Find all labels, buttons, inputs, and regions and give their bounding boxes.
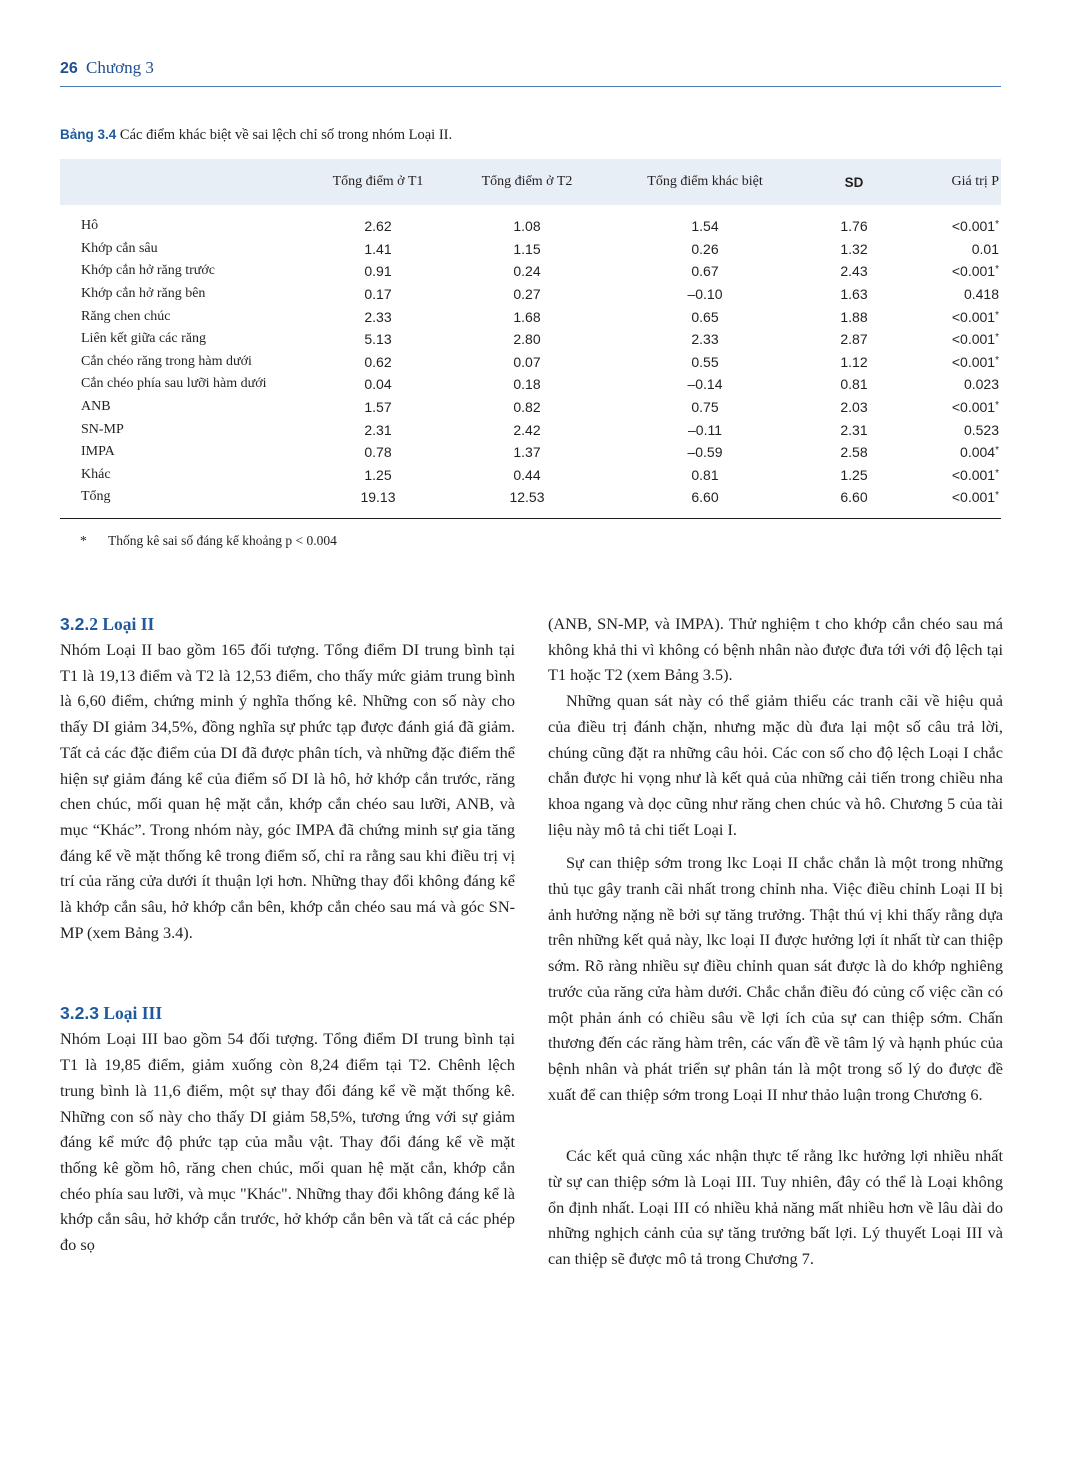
cell-p: <0.001* [951, 331, 999, 348]
results-table [60, 159, 1001, 523]
cell-t1: 1.41 [364, 240, 392, 257]
table-row [60, 205, 1001, 238]
table-header-row [60, 159, 1001, 205]
row-label: Khớp cắn hở răng trước [81, 263, 215, 279]
cell-t1: 0.04 [364, 376, 392, 393]
table-row [60, 464, 1001, 487]
right-column [548, 611, 1003, 1272]
row-label: IMPA [81, 444, 115, 460]
cell-t2: 2.80 [513, 331, 541, 348]
row-label: Khớp cắn hở răng bên [81, 286, 206, 302]
significance-mark: * [995, 467, 999, 479]
row-label: Khớp cắn sâu [81, 240, 158, 256]
cell-p: 0.023 [963, 376, 999, 393]
cell-t2: 1.15 [513, 240, 541, 257]
column-header: Tổng điểm ở T2 [481, 174, 573, 189]
cell-p: <0.001* [951, 218, 999, 235]
table-footnote [80, 533, 337, 549]
row-label: Răng chen chúc [81, 308, 171, 324]
cell-t2: 0.18 [513, 376, 541, 393]
table-row [60, 373, 1001, 396]
cell-p: 0.004* [960, 444, 999, 461]
cell-sd: 0.81 [840, 376, 868, 393]
cell-p: <0.001* [951, 308, 999, 325]
cell-t1: 19.13 [360, 489, 396, 506]
cell-diff: 6.60 [691, 489, 719, 506]
cell-p: <0.001* [951, 353, 999, 370]
footnote-mark: * [80, 533, 87, 548]
cell-sd: 1.63 [840, 286, 868, 303]
table-row [60, 441, 1001, 464]
cell-sd: 2.31 [840, 421, 868, 438]
paragraph: Các kết quả cũng xác nhận thực tế rằng lkc hưởng lợi nhiều nhất từ sự can thiệp sớm là Loại III. Tuy nhiên, đây có thể là Loại không ổn định nhất. Loại III có nhiều khả năng mất nhiều hơn về lâu dài do những nghịch cảnh của sự tăng trưởng bất lợi. Lý thuyết Loại III và can thiệp sẽ được mô tả trong Chương 7. [548, 1146, 1003, 1269]
cell-sd: 2.43 [840, 263, 868, 280]
section-heading-3-2-3: 3.2.3 Loại III [60, 1003, 163, 1024]
cell-sd: 1.76 [840, 218, 868, 235]
table-row [60, 328, 1001, 351]
cell-sd: 2.58 [840, 444, 868, 461]
table-caption-text: Các điểm khác biệt về sai lệch chỉ số trong nhóm Loại II. [116, 127, 453, 143]
cell-t2: 0.82 [513, 399, 541, 416]
cell-t1: 1.57 [364, 399, 392, 416]
cell-t2: 1.08 [513, 218, 541, 235]
cell-t2: 1.68 [513, 308, 541, 325]
row-label: Khác [81, 466, 111, 482]
table-caption-label: Bảng 3.4 [60, 127, 117, 142]
significance-mark: * [995, 332, 999, 344]
cell-sd: 6.60 [840, 489, 868, 506]
cell-t1: 5.13 [364, 331, 392, 348]
cell-sd: 1.88 [840, 308, 868, 325]
cell-t2: 2.42 [513, 421, 541, 438]
row-label: Tổng [81, 489, 111, 505]
cell-p: 0.01 [971, 240, 999, 257]
section-heading-3-2-2: 3.2.2 Loại II [60, 614, 155, 634]
significance-mark: * [995, 400, 999, 412]
cell-p: 0.523 [963, 421, 999, 438]
page-header [60, 58, 1001, 87]
table-bottom-rule [60, 518, 1001, 519]
table-row [60, 238, 1001, 261]
cell-sd: 1.32 [840, 240, 868, 257]
significance-mark: * [995, 309, 999, 321]
significance-mark: * [995, 445, 999, 457]
row-label: Cắn chéo răng trong hàm dưới [81, 353, 252, 369]
footnote-text: Thống kê sai số đáng kể khoảng p < 0.004 [108, 533, 337, 548]
cell-t1: 0.62 [364, 353, 392, 370]
cell-t1: 0.91 [364, 263, 392, 280]
cell-t2: 0.44 [513, 466, 541, 483]
cell-diff: –0.14 [687, 376, 723, 393]
paragraph: Sự can thiệp sớm trong lkc Loại II chắc chắn là một trong những thủ tục gây tranh cãi nhất trong chỉnh nha. Việc điều chỉnh Loại II bị ảnh hưởng nặng nề bởi sự tăng trưởng. Thật thú vị khi thấy rằng dựa trên những kết quả này, lkc loại II được hưởng lợi ít nhất từ can thiệp sớm. Rõ ràng nhiều sự điều chỉnh quan sát được là do khớp nghiêng trước của răng cửa hàm dưới. Chắc chắn điều đó củng cố việc cần có một phản ánh có chiều sâu về lợi ích của sự can thiệp sớm. Chấn thương đến các răng hàm trên, các vấn đề về tâm lý và hạnh phúc của bệnh nhân và phát triển sự phân tán là một trong số lý do được đề xuất để can thiệp sớm trong Loại II như thảo luận trong Chương 6. [548, 853, 1003, 1104]
table-row [60, 351, 1001, 374]
cell-t1: 2.62 [364, 218, 392, 235]
column-header: SD [844, 174, 864, 190]
chapter-title: Chương 3 [86, 58, 154, 77]
cell-p: <0.001* [951, 263, 999, 280]
paragraph: Những quan sát này có thể giảm thiểu các tranh cãi về hiệu quả của điều trị đánh chặn, nhưng mặc dù đưa lại một số câu trả lời, chúng cũng đặt ra những câu hỏi. Các con số cho độ lệch Loại I chắc chắn được hi vọng như là kết quả của những cải tiến trong chiều nha khoa ngang và dọc cũng như răng chen chúc và hô. Chương 5 của tài liệu này mô tả chi tiết Loại I. [548, 691, 1003, 839]
cell-p: <0.001* [951, 466, 999, 483]
column-header: Tổng điểm ở T1 [332, 174, 424, 189]
cell-sd: 2.87 [840, 331, 868, 348]
row-label: Hô [81, 218, 99, 234]
cell-diff: 2.33 [691, 331, 719, 348]
significance-mark: * [995, 264, 999, 276]
cell-t1: 0.78 [364, 444, 392, 461]
cell-diff: 1.54 [691, 218, 719, 235]
significance-mark: * [995, 490, 999, 502]
row-label: SN-MP [81, 421, 124, 437]
cell-diff: –0.11 [688, 421, 722, 438]
column-header [60, 159, 298, 205]
cell-sd: 2.03 [840, 399, 868, 416]
cell-diff: 0.26 [691, 240, 719, 257]
column-header: Giá trị P [951, 174, 999, 189]
cell-sd: 1.12 [840, 353, 868, 370]
cell-t2: 1.37 [513, 444, 541, 461]
cell-t2: 0.07 [513, 353, 541, 370]
table-row [60, 418, 1001, 441]
table-row [60, 396, 1001, 419]
cell-diff: 0.81 [691, 466, 719, 483]
table-row [60, 260, 1001, 283]
cell-t1: 2.33 [364, 308, 392, 325]
table-row [60, 283, 1001, 306]
significance-mark: * [995, 354, 999, 366]
cell-t1: 1.25 [364, 466, 392, 483]
cell-sd: 1.25 [840, 466, 868, 483]
section-3-2-3-body: Nhóm Loại III bao gồm 54 đối tượng. Tổng điểm DI trung bình tại T1 là 19,85 điểm, giảm xuống còn 8,24 điểm tại T2. Chênh lệch trung bình là 11,6 điểm, một sự thay đổi đáng kể về mặt thống kê. Những con số này cho thấy DI giảm 58,5%, tương ứng với sự giảm đáng kể mức độ phức tạp của mẫu vật. Thay đổi đáng kể về mặt thống kê gồm hô, răng chen chúc, mối quan hệ mặt cắn, khớp cắn chéo phía sau lưỡi, và mục "Khác". Những thay đổi không đáng kể là khớp cắn sâu, hở khớp cắn trước, hở khớp cắn bên và tất cả các phép đo sọ [60, 1029, 515, 1255]
left-column [60, 612, 515, 1258]
cell-t1: 2.31 [364, 421, 392, 438]
cell-p: <0.001* [951, 489, 999, 506]
cell-diff: –0.59 [687, 444, 723, 461]
cell-diff: 0.67 [691, 263, 719, 280]
table-row [60, 305, 1001, 328]
row-label: ANB [81, 399, 111, 415]
cell-t1: 0.17 [364, 286, 392, 303]
cell-t2: 12.53 [509, 489, 545, 506]
cell-t2: 0.24 [513, 263, 541, 280]
cell-p: <0.001* [951, 399, 999, 416]
cell-t2: 0.27 [513, 286, 541, 303]
row-label: Cắn chéo phía sau lưỡi hàm dưới [81, 376, 267, 392]
column-header: Tổng điểm khác biệt [647, 174, 763, 189]
cell-diff: –0.10 [687, 286, 723, 303]
cell-diff: 0.65 [691, 308, 719, 325]
paragraph: (ANB, SN-MP, và IMPA). Thử nghiệm t cho khớp cắn chéo sau má không khả thi vì không có bệnh nhân nào được đưa tới với độ lệch tại T1 hoặc T2 (xem Bảng 3.5). [548, 614, 1003, 685]
table-body [60, 205, 1001, 523]
cell-p: 0.418 [963, 286, 999, 303]
table-caption [60, 127, 452, 144]
section-3-2-2-body: Nhóm Loại II bao gồm 165 đối tượng. Tổng điểm DI trung bình tại T1 là 19,13 điểm và T2 là 12,53 điểm, cho thấy mức giảm trung bình là 6,60 điểm, chứng minh ý nghĩa thống kê. Những con số này cho thấy DI giảm 34,5%, đồng nghĩa sự phức tạp được đánh giá đã giảm. Tất cả các đặc điểm của DI đã được phân tích, và những đặc điểm thể hiện sự giảm đáng kể của điểm số DI là hô, hở khớp cắn trước, răng chen chúc, mối quan hệ mặt cắn, khớp cắn chéo sau lưỡi, ANB, và mục “Khác”. Trong nhóm này, góc IMPA đã chứng minh sự gia tăng đáng kể về mặt thống kê trong điểm số, chỉ ra rằng sau khi điều trị vị trí của răng cửa dưới ít thuận lợi hơn. Những thay đổi không đáng kể là khớp cắn sâu, hở khớp cắn bên, khớp cắn chéo sau má và góc SN-MP (xem Bảng 3.4). [60, 640, 515, 942]
row-label: Liên kết giữa các răng [81, 331, 206, 347]
page-number: 26 [60, 60, 78, 77]
cell-diff: 0.55 [691, 353, 719, 370]
significance-mark: * [995, 219, 999, 231]
cell-diff: 0.75 [691, 399, 719, 416]
